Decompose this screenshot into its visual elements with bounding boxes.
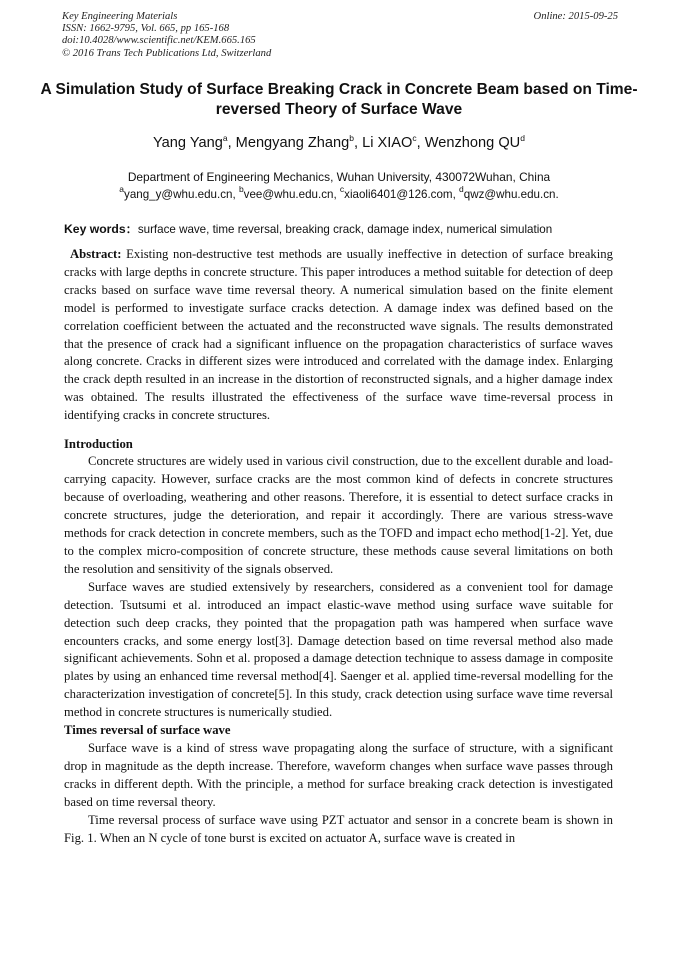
section-heading-time-reversal: Times reversal of surface wave [64,723,231,738]
journal-header [62,11,618,60]
paragraph: Concrete structures are widely used in various civil construction, due to the excellent durable and load-carrying capacity. However, surface cracks are the most common kind of defects in concrete structures because of overloading, weathering and other reasons. Therefore, it is essential to detect surface cracks in concrete structures, judge the deterioration, and repair it accordingly. There are various stress-wave methods for crack detection in concrete members, such as the TOFD and impact echo method[1-2]. Yet, due to the complex micro-composition of concrete structure, these methods cause several limitations on both the resolution and sensitivity of the signals observed. [64,454,613,576]
abstract [64,246,613,425]
email[interactable]: $^c$xiaoli6401@126.com, [339,184,460,201]
issn-line: ISSN: 1662-9795, Vol. 665, pp 165-168 [62,23,230,35]
author-list [40,134,638,152]
doi-line: doi:10.4028/www.scientific.net/KEM.665.165 [62,35,256,47]
keywords-text: surface wave, time reversal, breaking crack, damage index, numerical simulation [137,223,553,236]
abstract-text: Existing non-destructive test methods are usually ineffective in detection of surface breaking cracks with large depths in concrete structure. This paper introduces a method suitable for detection of deep cracks based on surface wave time reversal theory. A numerical simulation based on the finite element model is performed to investigate surface cracks detection. A damage index was defined based on the correlation coefficient between the actuated and the reconstructed wave signals. The results demonstrated that the presence of crack had a significant influence on the propagation characteristics of surface waves along concrete. Cracks in different sizes were introduced and correlated with the damage index. Enlarging the crack depth resulted in an increase in the distortion of reconstructed signals, and a higher damage index was obtained. The results illustrated the effectiveness of the surface wave time-reversal process in identifying cracks in concrete structures. [64,247,613,423]
online-date: Online: 2015-09-25 [533,11,618,22]
paragraph: Time reversal process of surface wave using PZT actuator and sensor in a concrete beam is shown in Fig. 1. When an N cycle of tone burst is excited on actuator A, surface wave is created in [64,812,613,845]
affiliation: Department of Engineering Mechanics, Wuhan University, 430072Wuhan, China [127,170,551,184]
keywords-label: Key words： [64,222,138,236]
author: Mengyang Zhang$^b$, [235,133,363,151]
paper-body [64,246,613,847]
email-list [40,184,638,202]
email[interactable]: $^a$yang_y@whu.edu.cn, [119,184,239,201]
paragraph: Surface waves are studied extensively by researchers, considered as a convenient tool for damage detection. Tsutsumi et al. introduced an impact elastic-wave method using surface wave suitable for detection such deep cracks, they pointed that the propagation path was hampered when surface wave encounters cracks, and some energy lost[3]. Damage detection based on time reversal method also made significant achievements. Sohn et al. proposed a damage detection technique to assess damage in composite plates by using an enhanced time reversal method[4]. Saenger et al. applied time-reversal modelling for the characterization investigation of concrete[5]. In this study, crack detection using surface wave time reversal method in concrete structures is numerically studied. [64,579,613,720]
author: Yang Yang$^a$, [153,133,236,151]
copyright-line: © 2016 Trans Tech Publications Ltd, Switzerland [62,47,272,59]
paragraph: Surface wave is a kind of stress wave propagating along the surface of structure, with a significant drop in magnitude as the depth increase. Therefore, waveform changes when surface wave passes through cracks in different depth. With the principle, a method for surface breaking crack detection is investigated based on time reversal theory. [64,740,613,809]
email[interactable]: $^d$qwz@whu.edu.cn. [459,184,559,201]
email[interactable]: $^b$vee@whu.edu.cn, [238,184,340,201]
section-heading-introduction: Introduction [64,436,133,451]
paper-title: A Simulation Study of Surface Breaking Crack in Concrete Beam based on Time-reversed Theory of Surface Wave [40,81,638,118]
author: Li XIAO$^c$, [362,133,425,151]
keywords [64,222,620,237]
author: Wenzhong $QU^d$ [424,133,525,151]
journal-name: Key Engineering Materials [62,11,178,22]
abstract-label: Abstract: [70,247,122,261]
